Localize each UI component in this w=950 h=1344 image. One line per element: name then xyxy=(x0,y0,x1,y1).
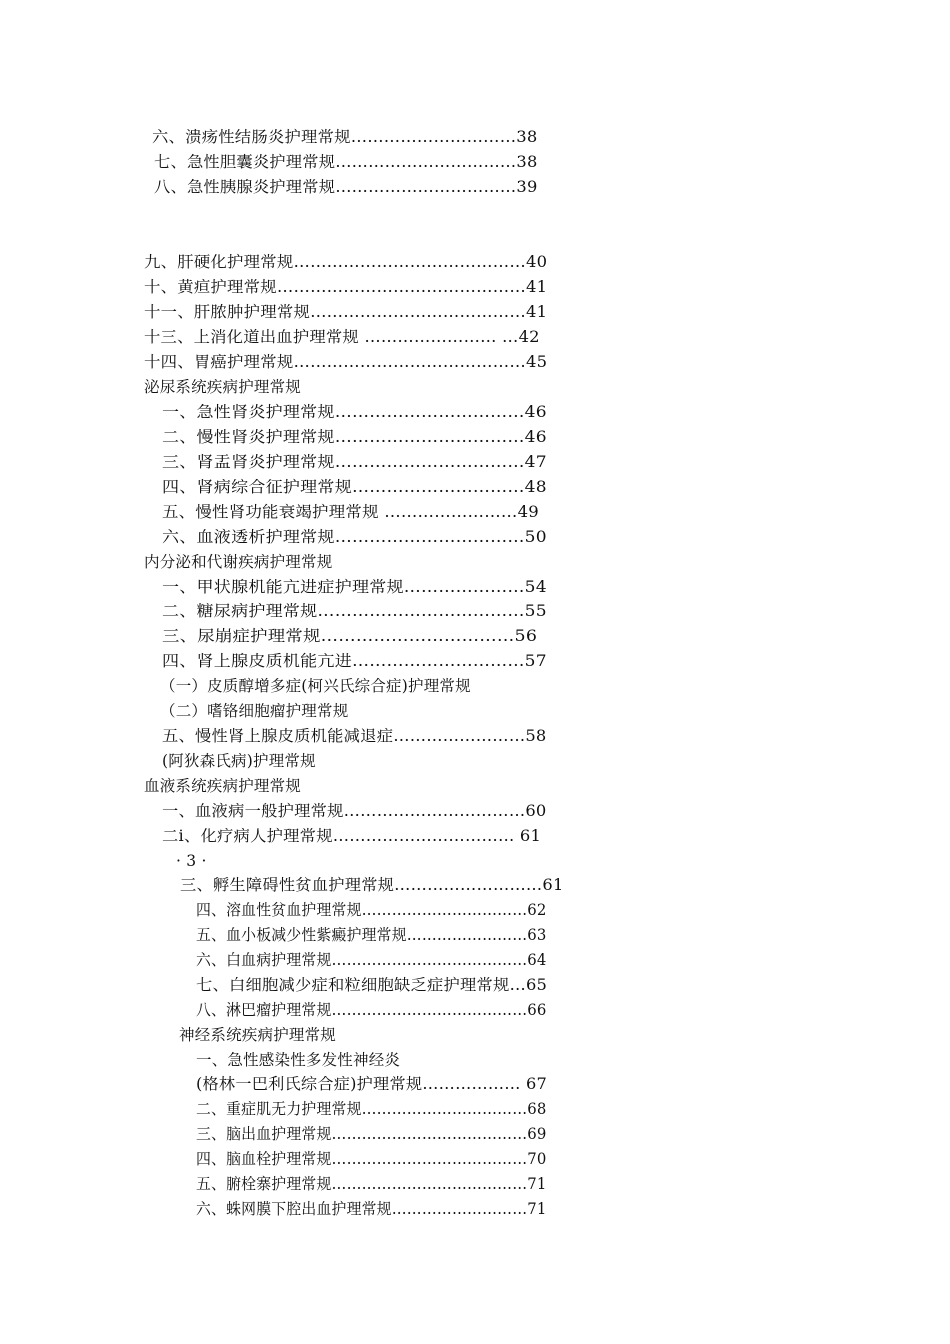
toc-entry: 三、尿崩症护理常规……………………………56 xyxy=(162,627,538,645)
toc-entry: 七、急性胆囊炎护理常规……………………………38 xyxy=(154,153,538,171)
toc-entry: 四、溶血性贫血护理常规……………………………62 xyxy=(196,901,547,919)
page-number: · 3 · xyxy=(176,852,207,870)
toc-entry: 三、肾盂肾炎护理常规……………………………47 xyxy=(162,453,547,471)
toc-entry: 六、血液透析护理常规……………………………50 xyxy=(162,528,547,546)
toc-entry: 二、重症肌无力护理常规……………………………68 xyxy=(196,1100,547,1118)
toc-subentry: （一）皮质醇增多症(柯兴氏综合症)护理常规 xyxy=(160,677,471,695)
toc-entry: 五、腑栓寨护理常规…………………………………71 xyxy=(196,1175,547,1193)
toc-entry: 九、肝硬化护理常规……………………………………40 xyxy=(144,253,548,271)
section-heading: 泌尿系统疾病护理常规 xyxy=(144,378,302,396)
toc-entry: 二、慢性肾炎护理常规……………………………46 xyxy=(162,428,547,446)
section-heading: 神经系统疾病护理常规 xyxy=(179,1026,337,1044)
toc-entry: 三、脑出血护理常规…………………………………69 xyxy=(196,1125,547,1143)
toc-entry: 二、糖尿病护理常规………………………………55 xyxy=(162,602,547,620)
toc-entry: 一、血液病一般护理常规……………………………60 xyxy=(162,802,547,820)
toc-entry: 五、慢性肾上腺皮质机能减退症……………………58 xyxy=(162,727,547,745)
toc-entry: 五、血小板减少性紫癜护理常规……………………63 xyxy=(196,926,547,944)
toc-entry: 十、黄疸护理常规………………………………………41 xyxy=(144,278,548,296)
section-heading: 血液系统疾病护理常规 xyxy=(144,777,302,795)
toc-entry: 十一、肝脓肿护理常规…………………………………41 xyxy=(144,303,548,321)
toc-entry: 四、脑血栓护理常规…………………………………70 xyxy=(196,1150,547,1168)
toc-entry: 一、甲状腺机能亢进症护理常规…………………54 xyxy=(162,578,547,596)
toc-entry: 二i、化疗病人护理常规…………………………… 61 xyxy=(162,827,542,845)
toc-entry: 四、肾病综合征护理常规…………………………48 xyxy=(162,478,547,496)
toc-entry: 六、白血病护理常规…………………………………64 xyxy=(196,951,547,969)
toc-entry: 十四、胃癌护理常规……………………………………45 xyxy=(144,353,548,371)
toc-entry: 六、溃疡性结肠炎护理常规…………………………38 xyxy=(152,128,538,146)
toc-entry: 八、急性胰腺炎护理常规……………………………39 xyxy=(154,178,538,196)
toc-entry-continuation: (格林一巴利氏综合症)护理常规……………… 67 xyxy=(196,1075,548,1093)
toc-entry: 八、淋巴瘤护理常规…………………………………66 xyxy=(196,1001,547,1019)
toc-entry-continuation: (阿狄森氏病)护理常规 xyxy=(162,752,316,770)
toc-entry: 七、白细胞减少症和粒细胞缺乏症护理常规…65 xyxy=(196,976,548,994)
toc-entry: 五、慢性肾功能衰竭护理常规 ……………………49 xyxy=(162,503,539,521)
toc-entry: 一、急性肾炎护理常规……………………………46 xyxy=(162,403,547,421)
toc-entry: 一、急性感染性多发性神经炎 xyxy=(196,1051,401,1069)
toc-entry: 十三、上消化道出血护理常规 …………………… …42 xyxy=(144,328,540,346)
toc-entry: 六、蛛网膜下腔出血护理常规………………………71 xyxy=(196,1200,547,1218)
toc-entry: 三、孵生障碍性贫血护理常规………………………61 xyxy=(180,876,564,894)
toc-entry: 四、肾上腺皮质机能亢进…………………………57 xyxy=(162,652,547,670)
section-heading: 内分泌和代谢疾病护理常规 xyxy=(144,553,333,571)
toc-subentry: （二）嗜铬细胞瘤护理常规 xyxy=(160,702,349,720)
